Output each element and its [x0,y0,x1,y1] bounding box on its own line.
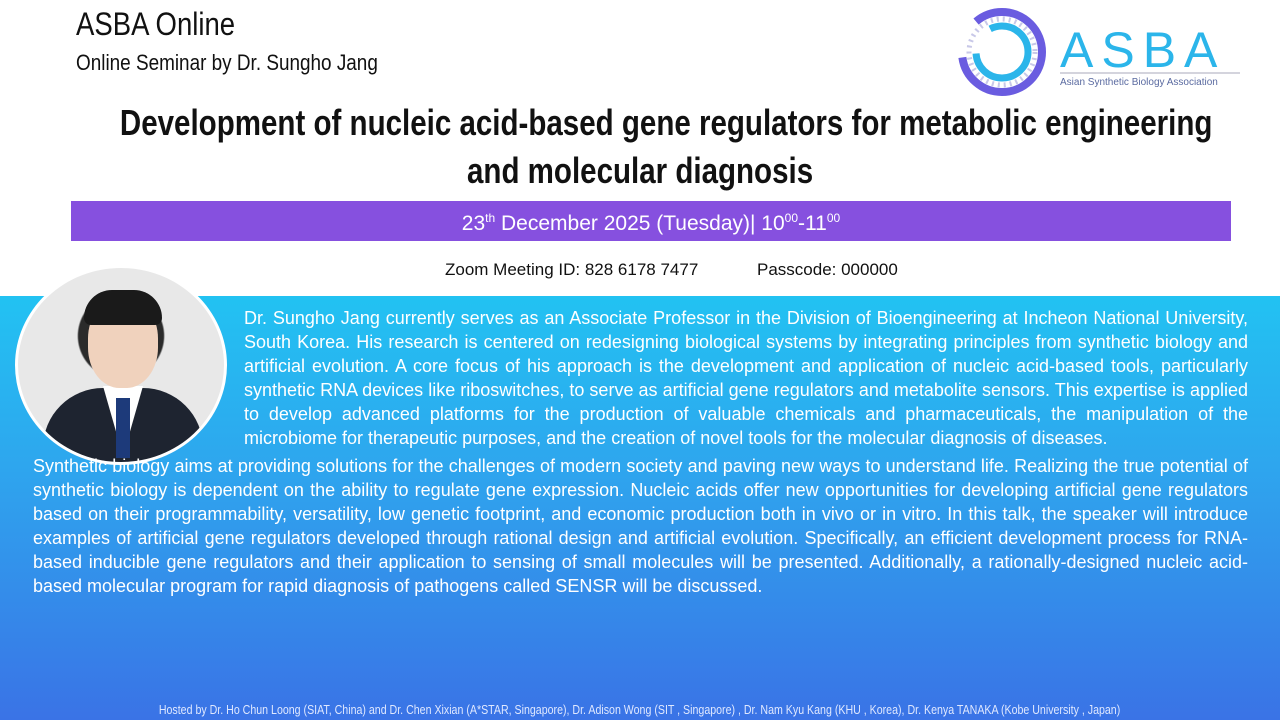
zoom-passcode: Passcode: 000000 [757,260,898,279]
zoom-meeting-id: Zoom Meeting ID: 828 6178 7477 [445,260,699,279]
hosts-footer [0,703,1280,717]
date-banner [71,201,1231,241]
talk-title-continued [0,149,1280,193]
dna-swirl-icon [955,5,1245,100]
date-sup: th [485,211,496,225]
date-day: 23 [461,212,486,235]
talk-abstract: Synthetic biology aims at providing solutions for the challenges of modern society and paving new ways to understand life. Realizing the true potential of synthetic biology is dependent on the ability to regulate gene expression. Nucleic acids offer new opportunities for developing artificial gene regulators based on their programmability, versatility, low genetic footprint, and economic production both in vivo or in vitro. In this talk, the speaker will introduce examples of artificial gene regulators developed through rational design and artificial evolution. Specifically, an efficient development process for RNA-based inducible gene regulators and their application to sensing of small molecules will be presented. Additionally, a rationally-designed nucleic acid-based molecular program for rapid diagnosis of pathogens called SENSR will be discussed. [33,456,1248,596]
title-line-1: Development of nucleic acid-based gene regulators for metabolic engineering [119,102,1213,143]
date-text: December 2025 (Tuesday)| 10 [495,212,785,235]
talk-title [0,101,1280,145]
seminar-subtitle: Online Seminar by Dr. Sungho Jang [76,50,378,75]
time-end: -11 [798,212,827,235]
time-end-sup: 00 [826,211,841,225]
hosts-text: Hosted by Dr. Ho Chun Loong (SIAT, China) and Dr. Chen Xixian (A*STAR, Singapore), Dr. Adison Wong (SIT , Singapore) , Dr. Nam Kyu Kang (KHU , Korea), Dr. Kenya TANAKA (Kobe University , Japan) [159,703,1121,717]
text-body [33,306,1248,598]
svg-text:Asian Synthetic Biology Associ: Asian Synthetic Biology Association [1060,77,1218,88]
speaker-bio: Dr. Sungho Jang currently serves as an Associate Professor in the Division of Bioengineering at Incheon National University, South Korea. His research is centered on redesigning biological systems by integrating principles from synthetic biology and artificial evolution. A core focus of his approach is the development and application of nucleic acid-based tools, particularly synthetic RNA devices like riboswitches, to serve as artificial gene regulators and metabolite sensors. This expertise is applied to develop advanced platforms for the production of valuable chemicals and pharmaceuticals, the manipulation of the microbiome for therapeutic purposes, and the creation of novel tools for the molecular diagnosis of diseases. [244,308,1248,448]
asba-logo [955,5,1245,100]
title-line-2: and molecular diagnosis [466,150,814,191]
time-start-sup: 00 [784,211,799,225]
org-title: ASBA Online [76,6,236,42]
svg-text:ASBA: ASBA [1060,22,1226,78]
